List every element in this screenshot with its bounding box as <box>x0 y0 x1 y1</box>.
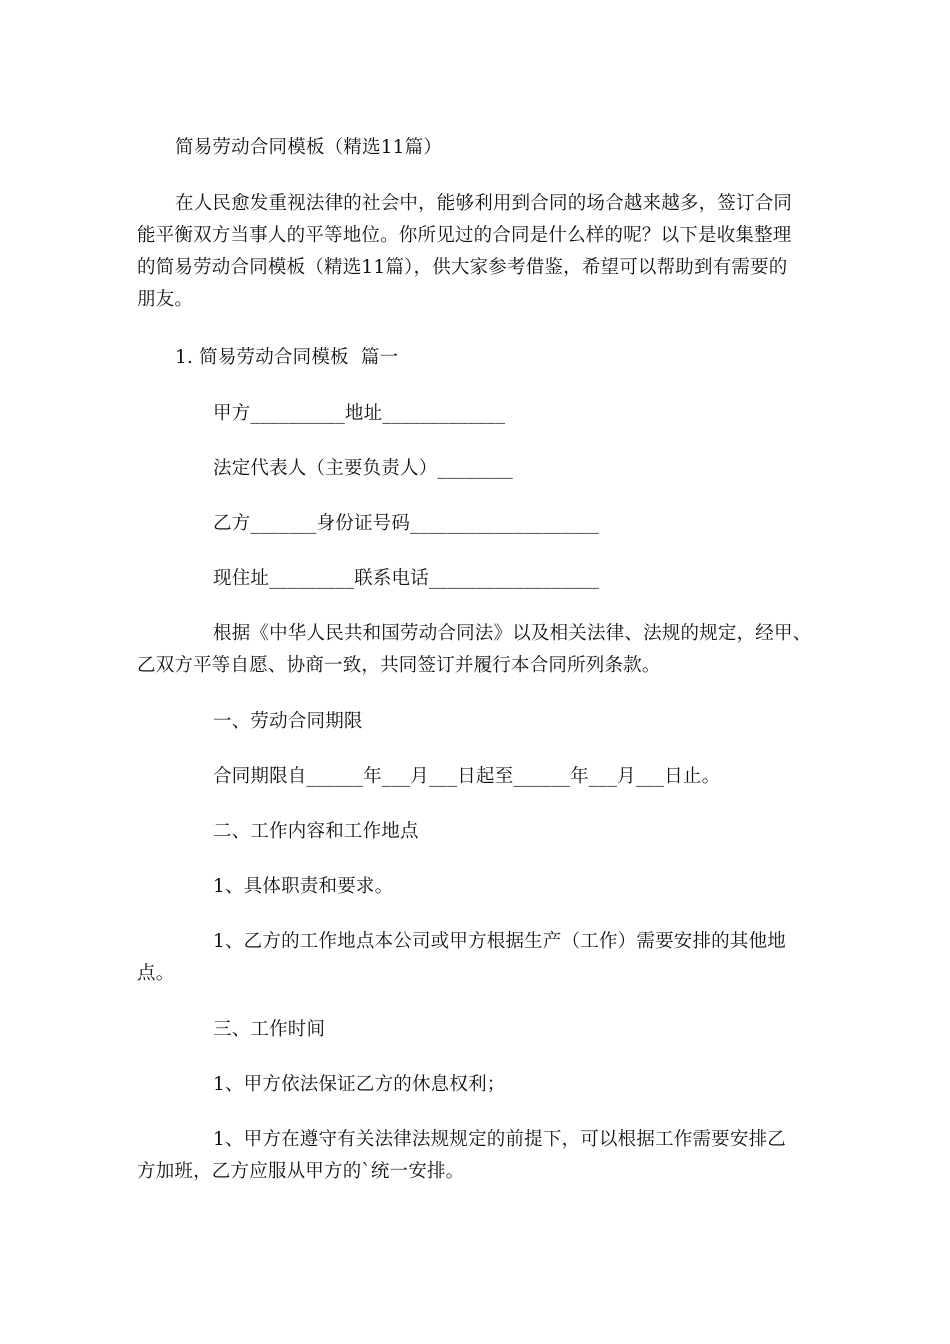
clause3-item1: 1、甲方依法保证乙方的休息权利； <box>213 1074 506 1095</box>
intro-line-1: 在人民愈发重视法律的社会中，能够利用到合同的场合越来越多，签订合同 <box>175 193 793 214</box>
party-b-field: 乙方_______身份证号码____________________ <box>213 513 600 534</box>
clause3-heading: 三、工作时间 <box>213 1019 326 1040</box>
clause2-item2-line-2: 点。 <box>137 963 175 984</box>
basis-line-1: 根据《中华人民共和国劳动合同法》以及相关法律、法规的规定，经甲、 <box>213 623 812 644</box>
section1-heading: 1. 简易劳动合同模板 篇一 <box>175 347 399 368</box>
current-address-field: 现住址_________联系电话__________________ <box>213 568 600 589</box>
clause2-heading: 二、工作内容和工作地点 <box>213 821 419 842</box>
clause2-item2-line-1: 1、乙方的工作地点本公司或甲方根据生产（工作）需要安排的其他地 <box>213 931 786 952</box>
document-title: 简易劳动合同模板（精选11篇） <box>175 137 443 158</box>
intro-line-3: 的简易劳动合同模板（精选11篇），供大家参考借鉴，希望可以帮助到有需要的 <box>137 257 788 278</box>
clause3-item2-line-2: 方加班，乙方应服从甲方的`统一安排。 <box>137 1161 465 1182</box>
clause3-item2 <box>137 1124 837 1188</box>
clause1-term: 合同期限自______年___月___日起至______年___月___日止。 <box>213 766 721 787</box>
intro-line-2: 能平衡双方当事人的平等地位。你所见过的合同是什么样的呢？以下是收集整理 <box>137 225 792 246</box>
basis-paragraph <box>137 618 837 682</box>
basis-line-2: 乙双方平等自愿、协商一致，共同签订并履行本合同所列条款。 <box>137 655 661 676</box>
party-a-field: 甲方__________地址_____________ <box>213 403 506 424</box>
clause3-item2-line-1: 1、甲方在遵守有关法律法规规定的前提下，可以根据工作需要安排乙 <box>213 1129 786 1150</box>
legal-rep-field: 法定代表人（主要负责人）________ <box>213 458 514 479</box>
intro-line-4: 朋友。 <box>137 289 194 310</box>
clause2-item2 <box>137 926 837 990</box>
intro-paragraph <box>137 188 837 316</box>
clause2-item1: 1、具体职责和要求。 <box>213 876 394 897</box>
clause1-heading: 一、劳动合同期限 <box>213 711 363 732</box>
